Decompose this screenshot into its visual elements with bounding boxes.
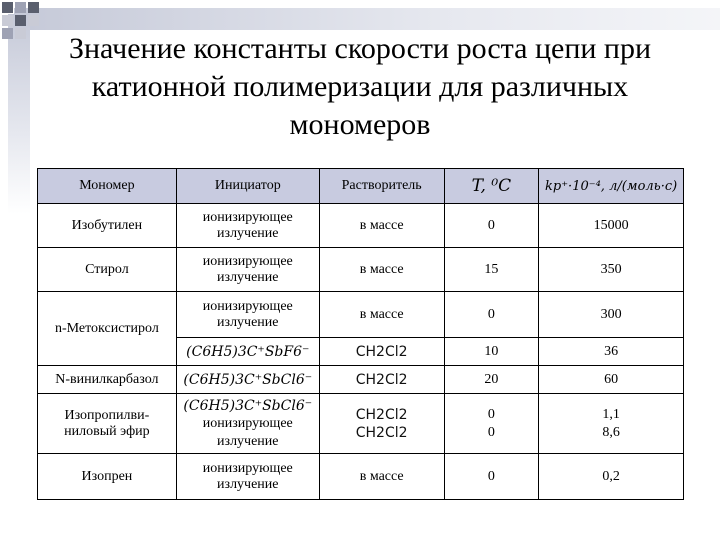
table-row <box>38 204 684 248</box>
cell-solvent-formula: CH2Cl2 <box>319 338 444 366</box>
kp-value: 8,6 <box>602 424 620 440</box>
deco-square <box>2 15 13 26</box>
cell-initiator-formula: (C6H5)3C⁺SbF6⁻ <box>176 338 319 366</box>
cell-monomer: N-винилкарбазол <box>38 366 177 394</box>
deco-square <box>28 2 39 13</box>
cell-initiator: ионизирующее излучение <box>176 454 319 500</box>
title-line-2: катионной полимеризации для различных <box>91 70 629 103</box>
header-temperature: T, ⁰C <box>444 169 539 204</box>
cell-solvent-double <box>319 394 444 454</box>
cell-solvent: в массе <box>319 292 444 338</box>
header-gradient-bar <box>14 8 720 30</box>
cell-solvent: в массе <box>319 454 444 500</box>
left-gradient-bar <box>8 14 30 214</box>
solvent-formula: CH2Cl2 <box>355 424 408 441</box>
cell-kp: 350 <box>539 248 684 292</box>
deco-square <box>2 2 13 13</box>
table-row <box>38 394 684 454</box>
cell-monomer: Изобутилен <box>38 204 177 248</box>
deco-square <box>15 28 26 39</box>
cell-monomer: Изопрен <box>38 454 177 500</box>
cell-temperature: 20 <box>444 366 539 394</box>
cell-initiator: ионизирующее излучение <box>176 292 319 338</box>
cell-solvent-formula: CH2Cl2 <box>319 366 444 394</box>
header-solvent: Растворитель <box>319 169 444 204</box>
slide-title <box>40 30 680 144</box>
deco-square <box>2 28 13 39</box>
table-row <box>38 292 684 338</box>
cell-temperature: 0 <box>444 454 539 500</box>
cell-temperature-double <box>444 394 539 454</box>
title-line-1: Значение константы скорости роста цепи при <box>68 32 652 65</box>
initiator-formula: (C6H5)3C⁺SbCl6⁻ <box>183 397 313 414</box>
temperature-value: 0 <box>487 406 495 422</box>
cell-temperature: 15 <box>444 248 539 292</box>
deco-square <box>15 2 26 13</box>
cell-initiator-double <box>176 394 319 454</box>
header-initiator: Инициатор <box>176 169 319 204</box>
rate-constant-table <box>37 168 684 500</box>
cell-temperature: 0 <box>444 204 539 248</box>
cell-kp-double <box>539 394 684 454</box>
deco-square <box>15 15 26 26</box>
temperature-value: 0 <box>487 424 495 440</box>
cell-kp: 300 <box>539 292 684 338</box>
cell-kp: 36 <box>539 338 684 366</box>
cell-monomer: n-Метоксистирол <box>38 292 177 366</box>
kp-value: 1,1 <box>602 406 620 422</box>
title-line-3: мономеров <box>289 108 431 141</box>
table-row <box>38 366 684 394</box>
initiator-text: ионизирующее излучение <box>202 415 293 449</box>
cell-temperature: 10 <box>444 338 539 366</box>
cell-kp: 15000 <box>539 204 684 248</box>
cell-solvent: в массе <box>319 204 444 248</box>
cell-initiator: ионизирующее излучение <box>176 248 319 292</box>
cell-monomer: Стирол <box>38 248 177 292</box>
solvent-formula: CH2Cl2 <box>355 406 408 423</box>
cell-temperature: 0 <box>444 292 539 338</box>
cell-initiator: ионизирующее излучение <box>176 204 319 248</box>
cell-monomer: Изопропилви- ниловый эфир <box>38 394 177 454</box>
table-header-row <box>38 169 684 204</box>
table-row <box>38 248 684 292</box>
header-kp: kp⁺·10⁻⁴, л/(моль·с) <box>539 169 684 204</box>
cell-kp: 0,2 <box>539 454 684 500</box>
deco-square <box>28 15 39 26</box>
cell-kp: 60 <box>539 366 684 394</box>
table-row <box>38 454 684 500</box>
cell-solvent: в массе <box>319 248 444 292</box>
header-monomer: Мономер <box>38 169 177 204</box>
cell-initiator-formula: (C6H5)3C⁺SbCl6⁻ <box>176 366 319 394</box>
